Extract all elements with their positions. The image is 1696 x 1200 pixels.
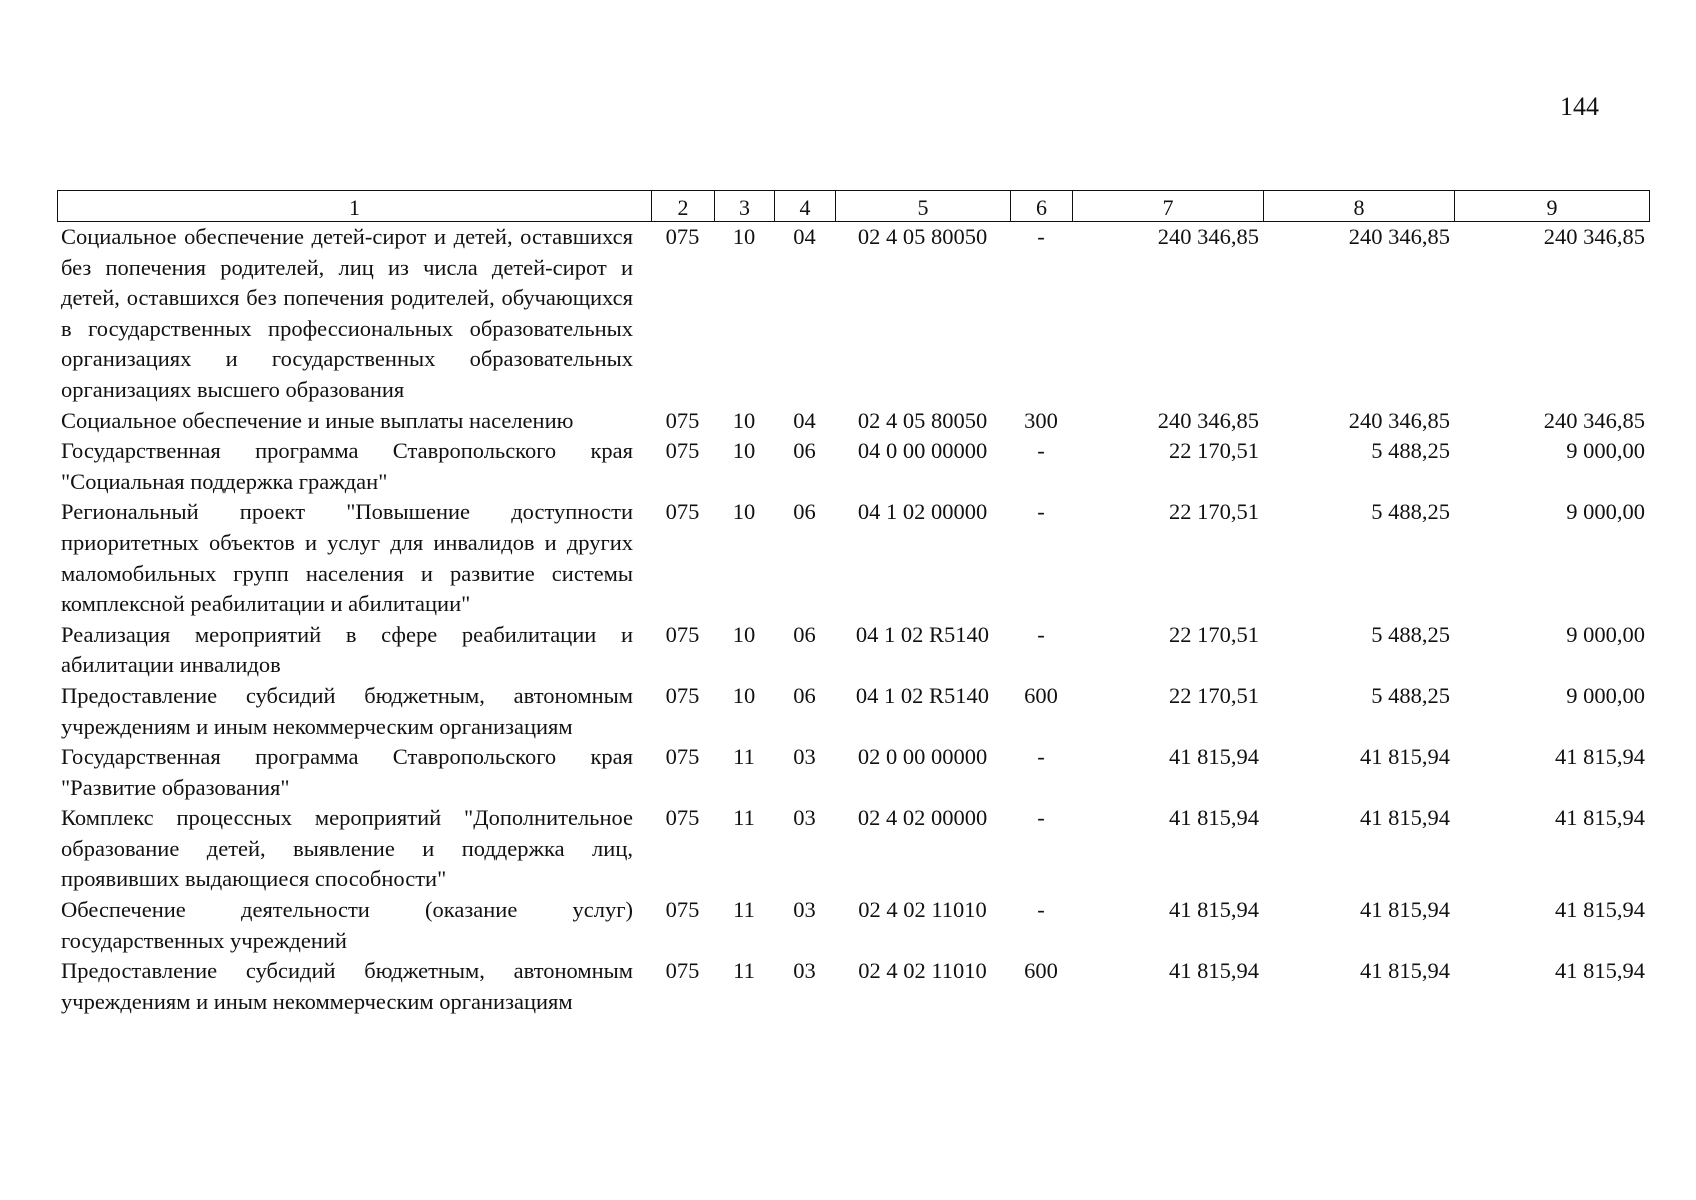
- target-article-code: 04 1 02 R5140: [855, 621, 990, 647]
- ministry-code: 075: [665, 958, 700, 984]
- target-article-code: 02 4 02 11010: [858, 958, 987, 984]
- budget-table: [57, 222, 1649, 1017]
- amount-col7: 22 170,51: [1169, 499, 1259, 525]
- amount-col7: 22 170,51: [1169, 621, 1259, 647]
- expense-type-code: -: [1037, 224, 1045, 249]
- amount-col8: 41 815,94: [1360, 744, 1450, 770]
- subsection-code: 06: [793, 682, 816, 708]
- target-article-code: 02 0 00 00000: [857, 744, 988, 770]
- amount-col8: 41 815,94: [1360, 897, 1450, 923]
- row-name: Предоставление субсидий бюджетным, автономным учреждениям и иным некоммерческим организациям: [61, 682, 633, 739]
- ministry-code: 075: [665, 438, 700, 464]
- amount-col7: 41 815,94: [1169, 958, 1259, 984]
- column-header-6: 6: [1011, 191, 1073, 222]
- table-row: [57, 956, 1649, 1017]
- table-row: [57, 406, 1649, 437]
- amount-col9: 9 000,00: [1566, 682, 1645, 708]
- row-name: Комплекс процессных мероприятий "Дополнительное образование детей, выявление и поддержка лиц, проявивших выдающиеся способности": [61, 805, 633, 892]
- ministry-code: 075: [665, 897, 700, 923]
- amount-col9: 9 000,00: [1566, 499, 1645, 525]
- expense-type-code: 300: [1024, 407, 1058, 433]
- amount-col7: 41 815,94: [1169, 805, 1259, 831]
- row-name: Региональный проект "Повышение доступности приоритетных объектов и услуг для инвалидов и других маломобильных групп населения и развитие системы комплексной реабилитации и абилитации": [61, 499, 633, 617]
- amount-col9: 9 000,00: [1566, 438, 1645, 464]
- amount-col9: 41 815,94: [1555, 805, 1645, 831]
- row-name: Государственная программа Ставропольского края "Социальная поддержка граждан": [61, 438, 633, 494]
- amount-col9: 41 815,94: [1555, 958, 1645, 984]
- amount-col8: 5 488,25: [1371, 682, 1450, 708]
- amount-col7: 41 815,94: [1169, 897, 1259, 923]
- amount-col9: 240 346,85: [1543, 407, 1645, 433]
- expense-type-code: -: [1037, 805, 1045, 831]
- amount-col8: 5 488,25: [1371, 621, 1450, 647]
- section-code: 10: [732, 438, 756, 464]
- amount-col9: 9 000,00: [1566, 621, 1645, 647]
- expense-type-code: -: [1037, 438, 1045, 464]
- amount-col7: 22 170,51: [1169, 682, 1259, 708]
- subsection-code: 03: [793, 805, 816, 831]
- amount-col8: 5 488,25: [1371, 499, 1450, 525]
- expense-type-code: -: [1037, 897, 1045, 923]
- target-article-code: 02 4 05 80050: [857, 224, 988, 249]
- subsection-code: 06: [793, 499, 816, 525]
- row-name: Государственная программа Ставропольского края "Развитие образования": [61, 744, 633, 800]
- target-article-code: 02 4 05 80050: [857, 407, 988, 433]
- section-code: 11: [733, 958, 755, 984]
- ministry-code: 075: [665, 407, 700, 433]
- column-number-header: [57, 190, 1650, 222]
- amount-col7: 22 170,51: [1169, 438, 1259, 464]
- column-header-8: 8: [1264, 191, 1455, 222]
- subsection-code: 03: [793, 958, 816, 984]
- column-header-1: 1: [58, 191, 652, 222]
- amount-col8: 240 346,85: [1348, 407, 1450, 433]
- ministry-code: 075: [665, 621, 700, 647]
- table-row: [57, 436, 1649, 497]
- section-code: 11: [733, 744, 755, 770]
- table-row: [57, 222, 1649, 406]
- section-code: 10: [732, 682, 756, 708]
- expense-type-code: 600: [1024, 682, 1058, 708]
- table-row: [57, 620, 1649, 681]
- section-code: 11: [733, 897, 755, 923]
- column-header-2: 2: [652, 191, 715, 222]
- section-code: 10: [732, 499, 756, 525]
- target-article-code: 04 0 00 00000: [857, 438, 988, 464]
- column-header-4: 4: [775, 191, 836, 222]
- amount-col9: 41 815,94: [1555, 744, 1645, 770]
- header-row: [58, 191, 1650, 222]
- target-article-code: 02 4 02 00000: [857, 805, 988, 831]
- row-name: Предоставление субсидий бюджетным, автономным учреждениям и иным некоммерческим организациям: [61, 958, 633, 1014]
- subsection-code: 06: [793, 621, 816, 647]
- amount-col8: 41 815,94: [1360, 958, 1450, 984]
- column-header-7: 7: [1073, 191, 1264, 222]
- table-row: [57, 681, 1649, 742]
- amount-col8: 41 815,94: [1360, 805, 1450, 831]
- table-row: [57, 803, 1649, 895]
- table-row: [57, 742, 1649, 803]
- section-code: 11: [733, 805, 755, 831]
- subsection-code: 03: [793, 897, 816, 923]
- table-row: [57, 497, 1649, 619]
- section-code: 10: [732, 407, 756, 433]
- section-code: 10: [732, 224, 756, 249]
- subsection-code: 06: [793, 438, 816, 464]
- amount-col7: 41 815,94: [1169, 744, 1259, 770]
- row-name: Социальное обеспечение детей-сирот и детей, оставшихся без попечения родителей, лиц из числа детей-сирот и детей, оставшихся без попечения родителей, обучающихся в государственных профессиональных образовательных организациях и государственных образовательных организациях высшего образования: [61, 224, 633, 402]
- table-row: [57, 895, 1649, 956]
- column-header-3: 3: [715, 191, 775, 222]
- expense-type-code: -: [1037, 744, 1045, 770]
- row-name: Реализация мероприятий в сфере реабилитации и абилитации инвалидов: [61, 621, 633, 678]
- ministry-code: 075: [665, 499, 700, 525]
- row-name: Обеспечение деятельности (оказание услуг) государственных учреждений: [61, 897, 633, 953]
- target-article-code: 02 4 02 11010: [858, 897, 987, 923]
- section-code: 10: [732, 621, 756, 647]
- subsection-code: 04: [793, 407, 816, 433]
- subsection-code: 04: [793, 224, 816, 249]
- amount-col8: 240 346,85: [1348, 224, 1450, 249]
- amount-col7: 240 346,85: [1157, 224, 1259, 249]
- ministry-code: 075: [665, 744, 700, 770]
- amount-col9: 240 346,85: [1543, 224, 1645, 249]
- amount-col8: 5 488,25: [1371, 438, 1450, 464]
- row-name: Социальное обеспечение и иные выплаты населению: [61, 407, 574, 433]
- target-article-code: 04 1 02 R5140: [855, 682, 990, 708]
- subsection-code: 03: [793, 744, 816, 770]
- ministry-code: 075: [665, 224, 700, 249]
- column-header-9: 9: [1455, 191, 1650, 222]
- ministry-code: 075: [665, 682, 700, 708]
- page-number: 144: [1560, 92, 1599, 121]
- amount-col7: 240 346,85: [1157, 407, 1259, 433]
- expense-type-code: -: [1037, 499, 1045, 525]
- amount-col9: 41 815,94: [1555, 897, 1645, 923]
- ministry-code: 075: [665, 805, 700, 831]
- target-article-code: 04 1 02 00000: [857, 499, 988, 525]
- expense-type-code: 600: [1024, 958, 1058, 984]
- column-header-5: 5: [836, 191, 1011, 222]
- expense-type-code: -: [1037, 621, 1045, 647]
